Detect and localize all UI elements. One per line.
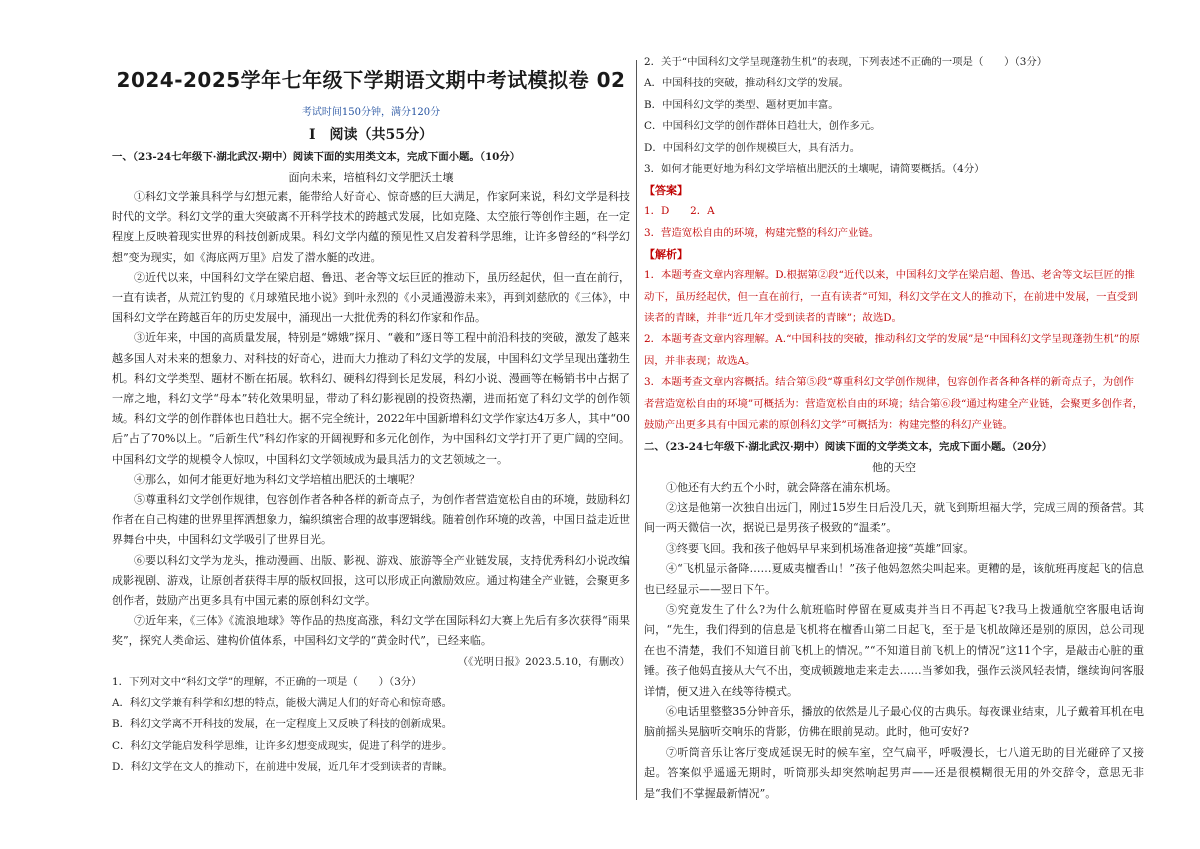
section-heading: Ⅰ 阅读（共55分） [308,127,434,143]
question-2-option: A．中国科技的突破，推动科幻文学的发展。 [644,77,849,90]
article-source: （《光明日报》2023.5.10，有删改） [457,655,630,668]
article-paragraph: ⑥要以科幻文学为龙头，推动漫画、出版、影视、游戏、旅游等全产业链发展，支持优秀科幻小说改编成影视剧、游戏，让原创者获得丰厚的版权回报，这可以形成正向激励效应。通过构建全产业链，会聚更多创作者，鼓励产出更多具有中国元素的原创科幻文学。 [112,553,630,608]
question-1-option: B．科幻文学离不开科技的发展，在一定程度上又反映了科技的创新成果。 [112,718,453,731]
part2-heading: 二、（23-24七年级下·湖北武汉·期中）阅读下面的文学类文本，完成下面小题。（20分） [644,440,1053,453]
question-2-stem: 2．关于“中国科幻文学呈现蓬勃生机”的表现，下列表述不正确的一项是（ ）（3分） [644,56,1048,68]
part1-heading: 一、（23-24七年级下·湖北武汉·期中）阅读下面的实用类文本，完成下面小题。（10分） [112,151,521,163]
question-2-option: B．中国科幻文学的类型、题材更加丰富。 [644,98,839,111]
article-paragraph: ①科幻文学兼具科学与幻想元素，能带给人好奇心、惊奇感的巨大满足，作家阿来说，科幻文学是科技时代的文学。科幻文学的重大突破离不开科学技术的跨越式发展，比如克隆、太空旅行等创作主题，在一定程度上反映着现实世界的科技创新成果。科幻文学内蕴的预见性又启发着科学思维，让许多曾经的“科学幻想”变为现实，如《海底两万里》启发了潜水艇的改进。 [112,190,630,264]
part2-paragraph: ④“飞机显示备降……夏威夷檀香山！”孩子他妈忽然尖叫起来。更糟的是，该航班再度起飞的信息也已经显示——翌日下午。 [644,562,1144,596]
analysis-tag: 【解析】 [644,248,688,262]
question-1-option: A．科幻文学兼有科学和幻想的特点，能极大满足人们的好奇心和惊奇感。 [112,697,453,710]
right-column [644,52,1144,804]
analysis-item: 2．本题考查文章内容理解。A.“中国科技的突破，推动科幻文学的发展”是“中国科幻文学呈现蓬勃生机”的原因，并非表现；故选A。 [644,333,1140,367]
left-column [112,0,630,779]
question-3-stem: 3．如何才能更好地为科幻文学培植出肥沃的土壤呢，请简要概括。（4分） [644,163,985,176]
column-divider [636,60,637,800]
part2-paragraph: ①他还有大约五个小时，就会降落在浦东机场。 [666,480,897,494]
part2-paragraph: ②这是他第一次独自出远门，刚过15岁生日后没几天，就飞到斯坦福大学，完成三周的预备营。其间一两天微信一次，据说已是男孩子极致的“温柔”。 [644,500,1144,535]
page-title: 2024-2025学年七年级下学期语文期中考试模拟卷 02 [116,68,626,92]
part2-paragraph: ⑤究竟发生了什么?为什么航班临时停留在夏威夷并当日不再起飞?我马上拨通航空客服电话询问，“先生，我们得到的信息是飞机将在檀香山第二日起飞，至于是飞机故障还是别的原因，总公司现在也不清楚，我们不知道目前飞机上的情况。”“不知道目前飞机上的情况”这11个字，是敲击心脏的重锤。孩子他妈直接从大气不出，变成顿踱地走来走去……当爹如我，强作云淡风轻表情，继续询问客服详情，便又进入在线等待模式。 [644,602,1144,698]
article-title: 面向未来，培植科幻文学肥沃土壤 [288,171,454,184]
part2-title: 他的天空 [872,460,916,474]
part2-paragraph: ⑥电话里整整35分钟音乐，播放的依然是儿子最心仪的古典乐。每夜课业结束，儿子戴着耳机在电脑前摇头晃脑听交响乐的背影，仿佛在眼前晃动。此时，他可安好? [644,704,1144,739]
part2-paragraph: ⑦听筒音乐让客厅变成延误无时的候车室，空气扁平，呼吸漫长，七八道无助的目光碰碎了又接起。答案似乎遥遥无期时，听筒那头却突然响起男声——还是很模糊很无用的外交辞令，意思无非是“我们不掌握最新情况”。 [644,745,1144,800]
part2-paragraph: ③终要飞回。我和孩子他妈早早来到机场准备迎接“英雄”回家。 [666,541,975,555]
question-2-option: D．中国科幻文学的创作规模巨大，具有活力。 [644,141,861,154]
article-paragraph: ③近年来，中国的高质量发展，特别是“嫦娥”探月、“羲和”逐日等工程中前沿科技的突破，激发了越来越多国人对未来的想象力、对科技的好奇心，进而大力推动了科幻文学的发展，中国科幻文学呈现出蓬勃生机。科幻文学类型、题材不断在拓展。软科幻、硬科幻得到长足发展，科幻小说、漫画等在畅销书中占据了一席之地，科幻文学“母本”转化效果明显，带动了科幻影视剧的投资热潮，进而拓宽了科幻文学的创作领域。科幻文学的创作群体也日趋壮大。据不完全统计，2022年中国新增科幻文学作家达4万多人，其中“00后”占了70%以上。“后新生代”科幻作家的开阔视野和多元化创作，为中国科幻文学打开了更广阔的空间。中国科幻文学的规模令人惊叹，中国科幻文学领域成为最具活力的文艺领域之一。 [112,331,630,466]
exam-meta: 考试时间150分钟，满分120分 [301,107,441,118]
article-paragraph: ⑦近年来，《三体》《流浪地球》等作品的热度高涨，科幻文学在国际科幻大赛上先后有多次获得“雨果奖”，探究人类命运、建构价值体系，中国科幻文学的“黄金时代”，已经来临。 [112,614,630,648]
answer-line: 1．D 2．A [644,205,715,218]
question-1-option: D．科幻文学在文人的推动下，在前进中发展，近几年才受到读者的青睐。 [112,761,453,774]
article-paragraph: ⑤尊重科幻文学创作规律，包容创作者各种各样的新奇点子，为创作者营造宽松自由的环境，鼓励科幻作者在自己构建的世界里挥洒想象力，编织缜密合理的故事逻辑线。随着创作环境的改善，中国日益走近世界舞台中央，中国科幻文学吸引了世界目光。 [112,493,630,547]
answer-tag: 【答案】 [644,184,688,198]
article-paragraph: ④那么，如何才能更好地为科幻文学培植出肥沃的土壤呢？ [134,472,420,486]
analysis-item: 3．本题考查文章内容概括。结合第⑤段“尊重科幻文学创作规律，包容创作者各种各样的新奇点子，为创作者营造宽松自由的环境”可概括为：营造宽松自由的环境；结合第⑥段“通过构建全产业链，会聚更多创作者，鼓励产出更多具有中国元素的原创科幻文学”可概括为：构建完整的科幻产业链。 [644,376,1143,432]
answer-line: 3．营造宽松自由的环境，构建完整的科幻产业链。 [644,226,880,239]
analysis-item: 1．本题考查文章内容理解。D.根据第②段“近代以来，中国科幻文学在梁启超、鲁迅、老舍等文坛巨匠的推动下，虽历经起伏，但一直在前行，一直有读者”可知，科幻文学在文人的推动下，在前进中发展，一直受到读者的青睐，并非“近几年才受到读者的青睐”；故选D。 [644,269,1138,325]
question-2-option: C．中国科幻文学的创作群体日趋壮大，创作多元。 [644,120,881,133]
article-paragraph: ②近代以来，中国科幻文学在梁启超、鲁迅、老舍等文坛巨匠的推动下，虽历经起伏，但一直在前行，一直有读者，从荒江钓叟的《月球殖民地小说》到叶永烈的《小灵通漫游未来》，再到刘慈欣的《三体》，中国科幻文学在跨越百年的历史发展中，涌现出一大批优秀的科幻作家和作品。 [112,270,630,325]
question-1-stem: 1．下列对文中“科幻文学”的理解，不正确的一项是（ ）（3分） [112,675,422,688]
question-1-option: C．科幻文学能启发科学思维，让许多幻想变成现实，促进了科学的进步。 [112,739,453,752]
